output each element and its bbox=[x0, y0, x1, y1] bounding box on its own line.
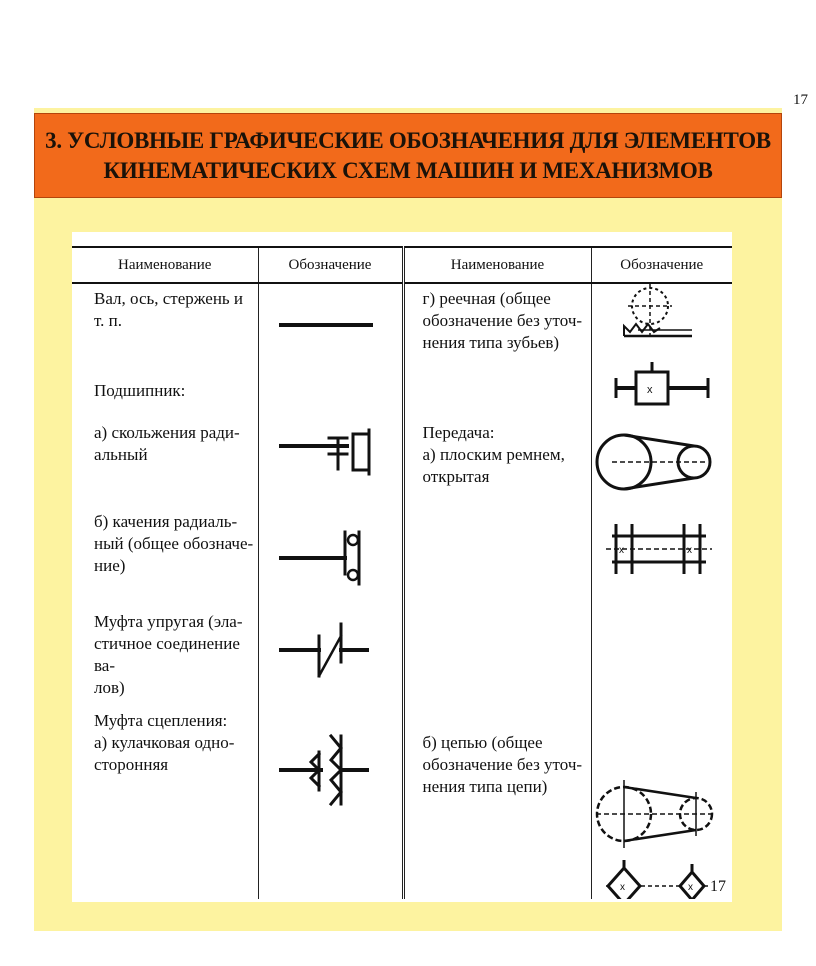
svg-text:x: x bbox=[686, 545, 692, 556]
symbols-table bbox=[72, 246, 732, 899]
svg-text:x: x bbox=[687, 882, 693, 893]
item-rack: г) реечная (общее обозначение без уточ- нения типа зубьев) bbox=[422, 289, 583, 352]
belt-transmission-symbol bbox=[597, 435, 710, 489]
item-elastic-coupling: Муфта упругая (эла- стичное соединение ва- лов) bbox=[94, 612, 243, 697]
slide bbox=[34, 108, 782, 931]
svg-text:x: x bbox=[618, 545, 624, 556]
shaft-block-symbol bbox=[616, 362, 708, 404]
title-line-2: КИНЕМАТИЧЕСКИХ СХЕМ МАШИН И МЕХАНИЗМОВ bbox=[103, 157, 713, 183]
header-symbol-2: Обозначение bbox=[591, 247, 732, 283]
title-line-1: 3. УСЛОВНЫЕ ГРАФИЧЕСКИЕ ОБОЗНАЧЕНИЯ ДЛЯ ЭЛЕМЕНТОВ bbox=[45, 127, 771, 153]
svg-text:x: x bbox=[619, 882, 625, 893]
title-banner bbox=[34, 113, 782, 198]
header-symbol-1: Обозначение bbox=[258, 247, 403, 283]
elastic-coupling-symbol bbox=[281, 624, 367, 676]
item-clutch: Муфта сцепления: bbox=[94, 711, 228, 730]
page-number-top: 17 bbox=[793, 92, 808, 108]
right-names-column bbox=[403, 283, 591, 899]
item-chain-transmission: б) цепью (общее обозначение без уточ- нения типа цепи) bbox=[422, 733, 583, 796]
item-shaft: Вал, ось, стержень и т. п. bbox=[94, 289, 244, 330]
symbols-sheet bbox=[72, 232, 732, 902]
chain-side-view-symbol bbox=[606, 860, 710, 899]
left-symbols-column bbox=[258, 283, 403, 899]
header-name-2: Наименование bbox=[403, 247, 591, 283]
item-clutch-cam: а) кулачковая одно- сторонняя bbox=[94, 733, 235, 774]
rack-gear-symbol bbox=[624, 284, 692, 336]
chain-transmission-symbol bbox=[596, 780, 716, 848]
item-bearing-sliding: а) скольжения ради- альный bbox=[94, 423, 240, 464]
x-mark: x bbox=[646, 384, 652, 396]
page-title bbox=[45, 126, 771, 186]
table-header-row bbox=[72, 247, 732, 283]
sliding-bearing-symbol bbox=[281, 430, 369, 474]
cam-clutch-symbol bbox=[281, 736, 367, 804]
left-symbols-drawing bbox=[259, 284, 404, 899]
item-transmission: Передача: bbox=[422, 423, 495, 442]
item-belt-transmission: а) плоским ремнем, открытая bbox=[422, 445, 565, 486]
page-number-bottom: 17 bbox=[710, 878, 726, 895]
right-symbols-drawing bbox=[592, 284, 733, 899]
right-symbols-column bbox=[591, 283, 732, 899]
item-bearing: Подшипник: bbox=[94, 381, 186, 400]
belt-side-view-symbol bbox=[606, 524, 712, 574]
rolling-bearing-symbol bbox=[281, 532, 359, 584]
item-bearing-rolling: б) качения радиаль- ный (общее обозначе- ние) bbox=[94, 512, 254, 575]
header-name-1: Наименование bbox=[72, 247, 258, 283]
left-names-column bbox=[72, 283, 258, 899]
